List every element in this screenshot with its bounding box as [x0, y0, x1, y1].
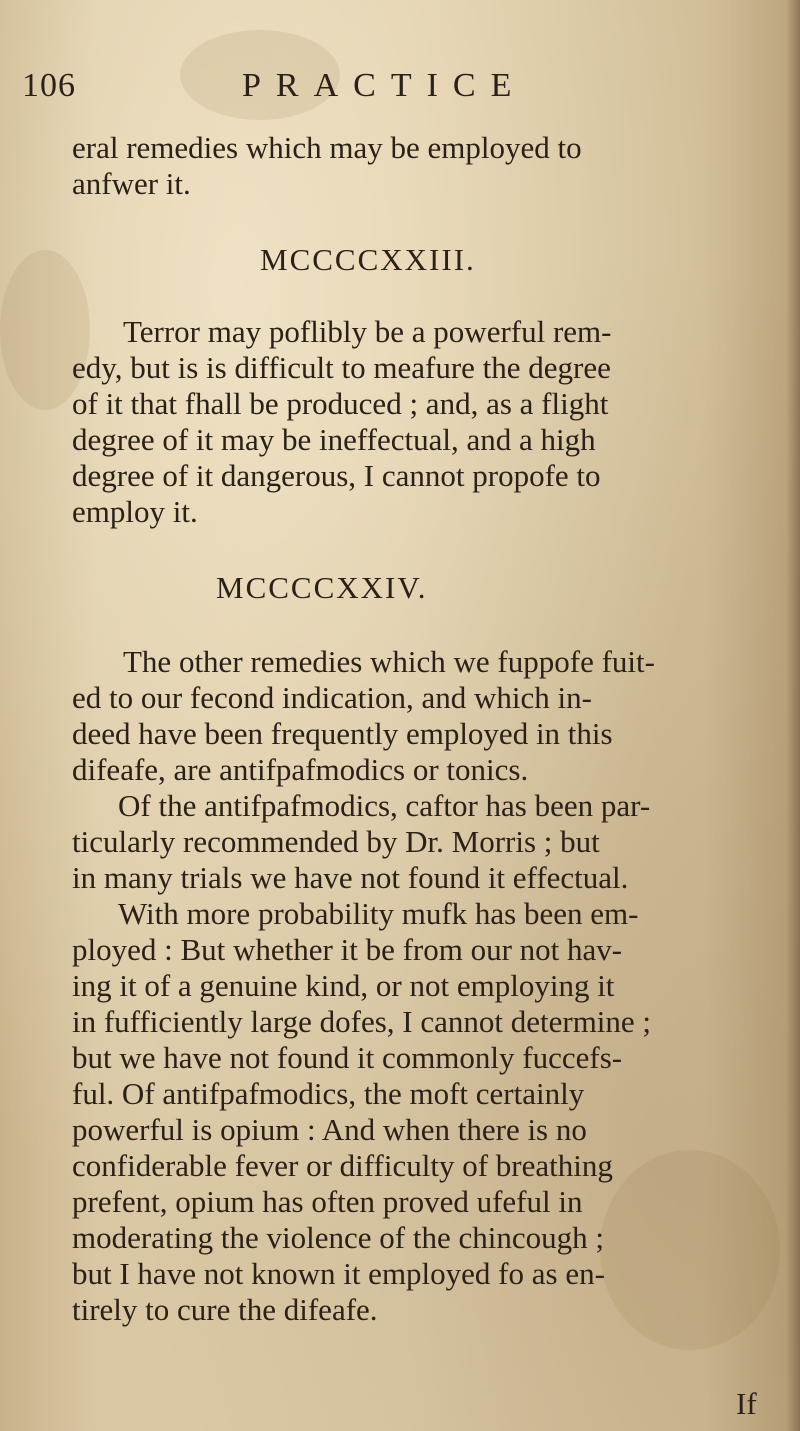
text-line: eral remedies which may be employed to — [72, 130, 582, 165]
text-line: of it that fhall be produced ; and, as a flight — [72, 386, 609, 421]
section-heading-1423: MCCCCXXIII. — [260, 242, 476, 277]
text-line: but I have not known it employed fo as en- — [72, 1256, 605, 1291]
text-line: in many trials we have not found it effectual. — [72, 860, 629, 895]
page-number: 106 — [22, 67, 76, 104]
text-line: in fufficiently large dofes, I cannot determine ; — [72, 1004, 652, 1039]
text-line: powerful is opium : And when there is no — [72, 1112, 587, 1147]
text-line: moderating the violence of the chincough ; — [72, 1220, 604, 1255]
text-line: tirely to cure the difeafe. — [72, 1292, 378, 1327]
text-line: deed have been frequently employed in this — [72, 716, 613, 751]
paper-stain — [600, 1150, 780, 1350]
text-line: ticularly recommended by Dr. Morris ; but — [72, 824, 600, 859]
text-line: With more probability mufk has been em- — [118, 896, 639, 931]
page-edge-shadow — [786, 0, 800, 1431]
text-line: anfwer it. — [72, 166, 191, 201]
text-line: employ it. — [72, 494, 198, 529]
text-line: Terror may poflibly be a powerful rem- — [123, 314, 612, 349]
text-line: confiderable fever or difficulty of breathing — [72, 1148, 613, 1183]
text-line: ed to our fecond indication, and which in- — [72, 680, 592, 715]
text-line: degree of it may be ineffectual, and a high — [72, 422, 596, 457]
text-line: ful. Of antifpafmodics, the moft certainly — [72, 1076, 585, 1111]
text-line: edy, but is is difficult to meafure the degree — [72, 350, 611, 385]
text-line: but we have not found it commonly fuccefs- — [72, 1040, 623, 1075]
catchword: If — [736, 1386, 757, 1421]
text-line: ing it of a genuine kind, or not employing it — [72, 968, 615, 1003]
text-line: prefent, opium has often proved ufeful in — [72, 1184, 583, 1219]
text-line: difeafe, are antifpafmodics or tonics. — [72, 752, 529, 787]
text-line: ployed : But whether it be from our not hav- — [72, 932, 623, 967]
running-head: PRACTICE — [242, 67, 527, 104]
section-heading-1424: MCCCCXXIV. — [216, 570, 428, 605]
page-header — [22, 64, 642, 108]
text-line: The other remedies which we fuppofe fuit- — [123, 644, 655, 679]
text-line: Of the antifpafmodics, caftor has been par- — [118, 788, 651, 823]
text-line: degree of it dangerous, I cannot propofe to — [72, 458, 601, 493]
